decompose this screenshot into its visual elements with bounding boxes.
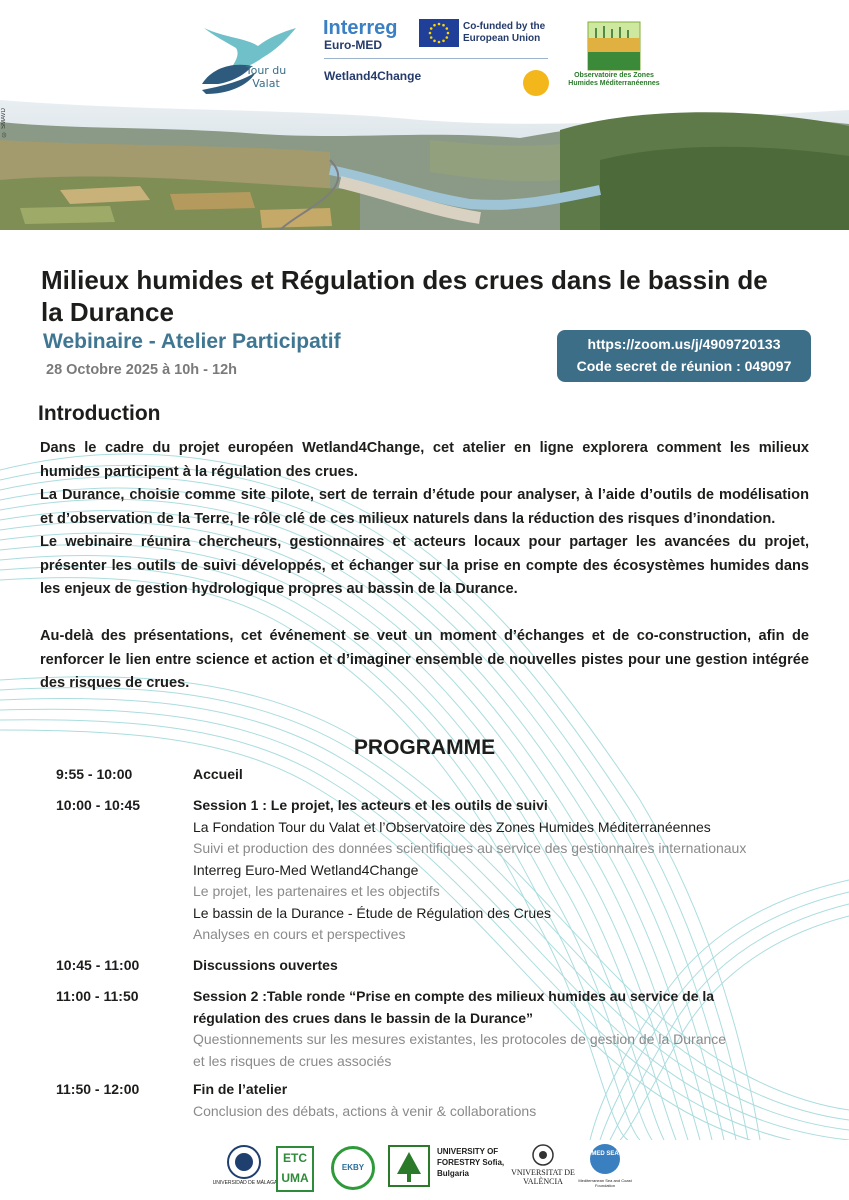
zoom-code: Code secret de réunion : 049097 [576,358,792,374]
etc-uma-logo: ETC UMA [276,1146,314,1192]
event-subtitle: Webinaire - Atelier Participatif [43,330,341,353]
programme-line: Le bassin de la Durance - Étude de Régulation des Crues [193,904,551,921]
programme-time: 10:00 - 10:45 [56,797,141,813]
intro-paragraph: Au-delà des présentations, cet événement se veut un moment d’échanges et de co-construction, afin de renforcer le lien entre science et action et d’imaginer ensemble de nouvelles pistes pour une gestion intégrée des risques de crues. [40,628,809,691]
tour-du-valat-label: Tour du Valat [245,64,287,90]
programme-line: Interreg Euro-Med Wetland4Change [193,861,419,878]
programme-time: 10:45 - 11:00 [56,957,140,973]
tour-du-valat-logo [196,18,300,108]
zoom-info-box [557,330,811,382]
programme-title: Discussions ouvertes [193,957,338,973]
ozhm-label: Observatoire des Zones Humides Méditerranéennes [568,72,660,87]
programme-title: Accueil [193,766,243,782]
ekby-logo: EKBY [331,1146,375,1190]
uma-seal-icon [224,1144,264,1180]
programme-line: La Fondation Tour du Valat et l’Observatoire des Zones Humides Méditerranéennes [193,818,711,835]
eu-flag-icon [419,19,459,47]
medsea-logo: MED SEA [590,1144,620,1174]
ozhm-logo [578,20,650,100]
forestry-tree-icon [387,1144,431,1188]
zoom-link[interactable]: https://zoom.us/j/4909720133 [587,336,781,352]
valencia-seal-icon [528,1144,558,1166]
programme-time: 11:00 - 11:50 [56,988,139,1004]
programme-time: 11:50 - 12:00 [56,1081,140,1097]
euro-med-label: Euro-MED [324,38,382,52]
programme-detail: Conclusion des débats, actions à venir & collaborations [193,1102,537,1119]
programme-heading: PROGRAMME [353,736,496,759]
intro-paragraph: Le webinaire réunira chercheurs, gestionnaires et acteurs locaux pour partager les avancées du projet, présenter les outils de suivi développés, et échanger sur la prise en compte des écosystèmes humides dans les enjeux de gestion hydrologique propres au bassin de la Durance. [40,534,809,597]
programme-detail: Questionnements sur les mesures existantes, les protocoles de gestion de la Durance [193,1031,727,1047]
partner-logos [0,1140,849,1196]
programme-detail: Suivi et production des données scientifiques au service des gestionnaires internationaux [193,840,747,856]
programme-title: Session 2 :Table ronde “Prise en compte des milieux humides au service de la régulation des crues dans le bassin de la Durance” [193,988,715,1026]
wetland4change-logo: Wetland4Change [324,69,422,83]
medsea-label: Mediterranean Sea and Coast Foundation [578,1178,632,1188]
intro-text [40,437,809,696]
programme-title: Session 1 : Le projet, les acteurs et les outils de suivi [193,797,548,813]
cofunded-label: Co-funded by the European Union [463,21,546,44]
programme-detail: et les risques de crues associés [193,1052,392,1069]
programme-detail: Le projet, les partenaires et les objectifs [193,883,440,899]
valencia-label: VNIVERSITAT DE VALÈNCIA [511,1168,575,1186]
programme-title: Fin de l’atelier [193,1081,288,1097]
forestry-label: UNIVERSITY OF FORESTRY Sofia, Bulgaria [437,1147,505,1178]
sun-icon [523,70,549,96]
intro-paragraph: La Durance, choisie comme site pilote, sert de terrain d’étude pour analyser, à l’aide d’outils de modélisation et d’observation de la Terre, le rôle clé de ces milieux naturels dans la réduction des risques d’inondation. [40,487,809,527]
divider [324,58,548,59]
intro-heading: Introduction [38,402,161,425]
event-date: 28 Octobre 2025 à 10h - 12h [46,362,238,378]
page-title: Milieux humides et Régulation des crues dans le bassin de la Durance [41,265,768,327]
intro-paragraph: Dans le cadre du projet européen Wetland4Change, cet atelier en ligne explorera comment les milieux humides participent à la régulation des crues. [40,440,809,480]
interreg-logo: Interreg [323,17,398,39]
programme-time: 9:55 - 10:00 [56,766,133,782]
uma-label: UNIVERSIDAD DE MÁLAGA [212,1180,278,1186]
photo-credit: © SMAVD [1,108,7,137]
programme-detail: Analyses en cours et perspectives [193,926,406,942]
durance-valley-photo [0,100,849,230]
